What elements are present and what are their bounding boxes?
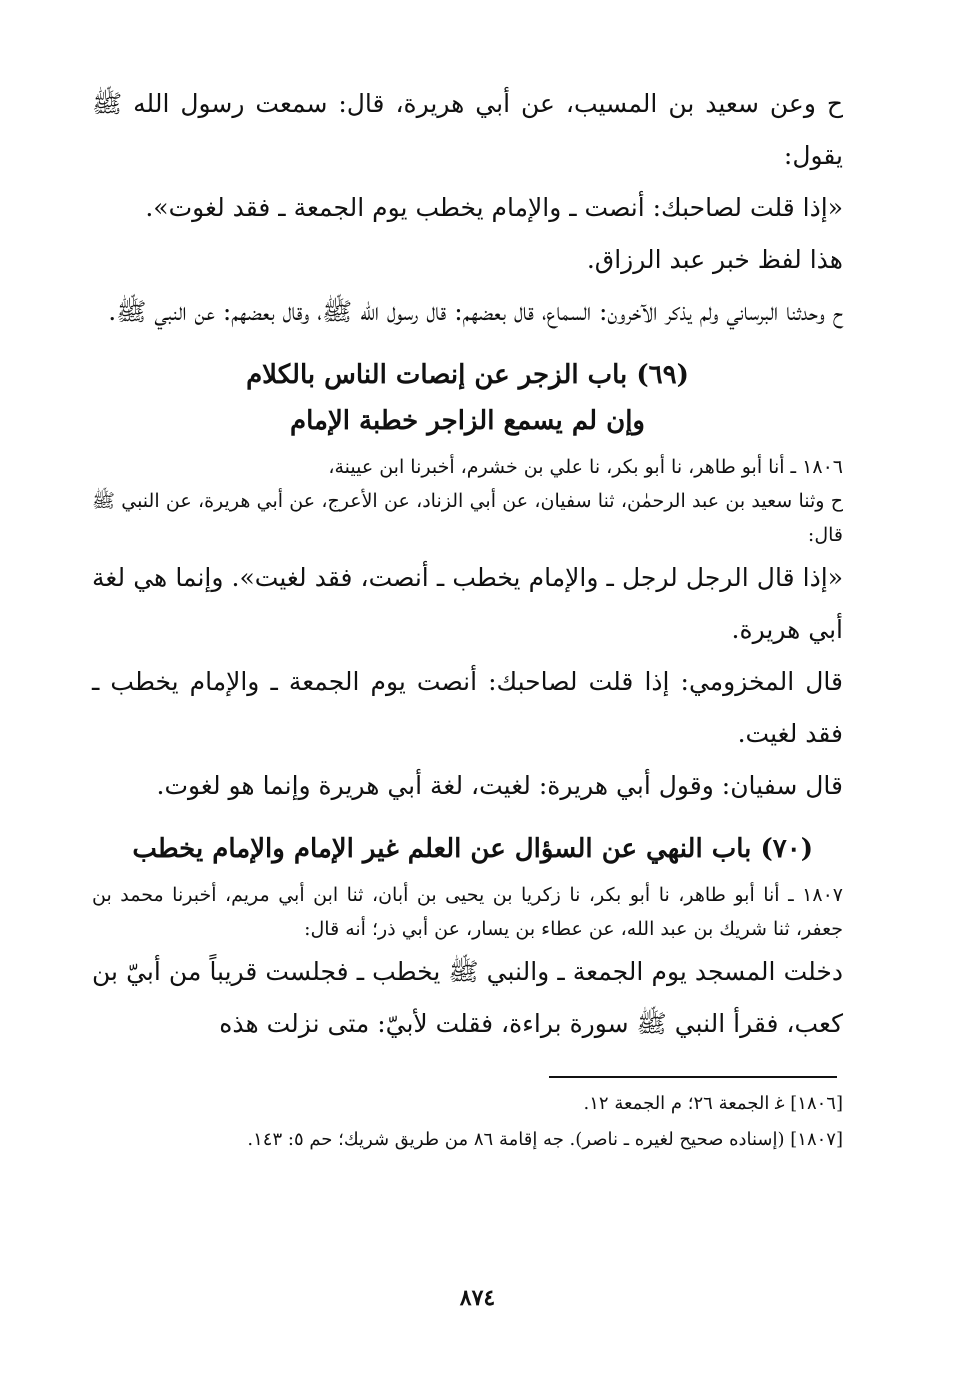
hadith-1806-isnad-2: ح وثنا سعيد بن عبد الرحمٰن، ثنا سفيان، عن أبي الزناد، عن الأعرج، عن أبي هريرة، عن النبي ﷺ قال: bbox=[92, 490, 843, 546]
hadith-1806-isnad: ١٨٠٦ ـ أنا أبو طاهر، نا أبو بكر، نا علي بن خشرم، أخبرنا ابن عيينة، bbox=[328, 456, 843, 478]
chapter-69-title-line2: وإن لم يسمع الزاجر خطبة الإمام bbox=[290, 406, 645, 436]
chapter-70-heading bbox=[92, 826, 843, 872]
hadith-1807-text: دخلت المسجد يوم الجمعة ـ والنبي ﷺ يخطب ـ فجلست قريباً من أبيّ بن كعب، فقرأ النبي ﷺ سورة براءة، فقلت لأبيّ: متى نزلت هذه bbox=[92, 957, 843, 1038]
paragraph-isnad-said: ح وعن سعيد بن المسيب، عن أبي هريرة، قال: سمعت رسول الله ﷺ يقول: bbox=[92, 89, 843, 170]
makhzumi-note: قال المخزومي: إذا قلت لصاحبك: أنصت يوم الجمعة ـ والإمام يخطب ـ فقد لغيت. bbox=[92, 667, 843, 748]
chapter-69-title-line1: (٦٩) باب الزجر عن إنصات الناس بالكلام bbox=[246, 360, 689, 390]
paragraph-bursani-note: ح وحدثنا البرساني ولم يذكر الآخرون: السماع، قال بعضهم: قال رسول الله ﷺ، وقال بعضهم: عن النبي ﷺ. bbox=[108, 297, 843, 326]
sufyan-note: قال سفيان: وقول أبي هريرة: لغيت، لغة أبي هريرة وإنما هو لغوت. bbox=[156, 771, 843, 800]
page-number: ٨٧٤ bbox=[459, 1285, 496, 1311]
footnotes bbox=[92, 1086, 843, 1158]
footnote-divider bbox=[549, 1076, 837, 1078]
footnote-1806: [١٨٠٦] ﻏ الجمعة ٢٦؛ م الجمعة ١٢. bbox=[583, 1093, 843, 1114]
hadith-1806-text: «إذا قال الرجل لرجل ـ والإمام يخطب ـ أنصت، فقد لغيت». وإنما هي لغة أبي هريرة. bbox=[92, 563, 843, 644]
paragraph-hadith-text: «إذا قلت لصاحبك: أنصت ـ والإمام يخطب يوم الجمعة ـ فقد لغوت». bbox=[145, 193, 843, 222]
chapter-70-title: (٧٠) باب النهي عن السؤال عن العلم غير الإمام والإمام يخطب bbox=[132, 834, 813, 864]
hadith-1807-isnad: ١٨٠٧ ـ أنا أبو طاهر، نا أبو بكر، نا زكريا بن يحيى بن أبان، ثنا ابن أبي مريم، أخبرنا محمد بن جعفر، ثنا شريك بن عبد الله، عن عطاء بن يسار، عن أبي ذر؛ أنه قال: bbox=[92, 884, 843, 940]
chapter-69-heading bbox=[92, 352, 843, 444]
paragraph-abd-al-razzaq-note: هذا لفظ خبر عبد الرزاق. bbox=[586, 245, 843, 274]
footnote-1807: [١٨٠٧] (إسناده صحيح لغيره ـ ناصر). جه إقامة ٨٦ من طريق شريك؛ حم ٥: ١٤٣. bbox=[247, 1129, 843, 1150]
